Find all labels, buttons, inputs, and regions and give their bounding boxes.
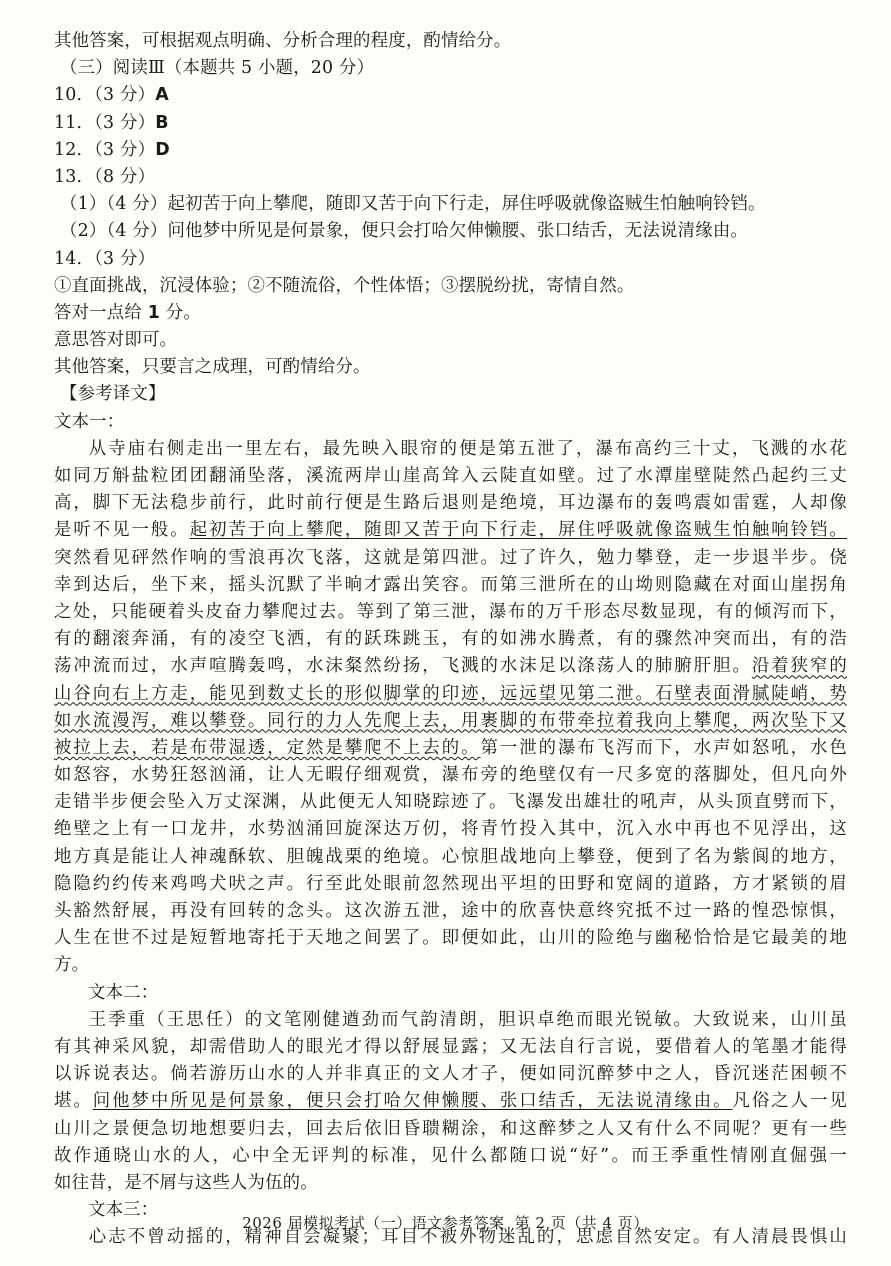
- answer-letter: D: [155, 139, 170, 160]
- answer-13: 13．（8 分）: [54, 166, 156, 187]
- paragraph-line: 之处，只能硬着头皮奋力攀爬过去。等到了第三泄，瀑布的万千形态尽数显现，有的倾泻而下，: [54, 601, 847, 622]
- question-number: 11．（3 分）: [54, 112, 156, 133]
- paragraph-line: 王季重（王思任）的文笔刚健遒劲而气韵清朗，胆识卓绝而眼光锐敏。大致说来，山川虽: [88, 1009, 847, 1030]
- answer-13-2: （2）（4 分）问他梦中所见是何景象，便只会打哈欠伸懒腰、张口结舌，无法说清缘由。: [60, 221, 749, 242]
- paragraph-line: 走错半步便会坠入万丈深渊，从此便无人知晓踪迹了。飞瀑发出雄壮的吼声，从头顶直劈而下，: [54, 792, 847, 813]
- reference-translation-heading: 【参考译文】: [60, 384, 166, 405]
- text-line: 其他答案，可根据观点明确、分析合理的程度，酌情给分。: [54, 31, 512, 51]
- answer-14-points: ①直面挑战，沉浸体验；②不随流俗，个性体悟；③摆脱纷扰，寄情自然。: [54, 275, 635, 296]
- page-number: 第 2 页（共 4 页）: [514, 1214, 649, 1232]
- paragraph-line: 从寺庙右侧走出一里左右，最先映入眼帘的便是第五泄了，瀑布高约三十丈，飞溅的水花: [88, 438, 847, 459]
- text-one-heading: 文本一：: [54, 411, 125, 432]
- answer-10: [54, 82, 847, 109]
- paragraph-line: [54, 735, 847, 762]
- paragraph-line: [54, 653, 847, 680]
- wavy-underlined-line: 山谷向右上方走，能见到数丈长的形似脚掌的印迹，远远望见第二泄。石壁表面滑腻陡峭，势: [54, 683, 847, 704]
- scoring-note: [54, 300, 847, 327]
- paragraph-line: 方。: [54, 955, 90, 976]
- paragraph-line: 绝壁之上有一口龙井，水势汹涌回旋深达万仞，将青竹投入其中，沉入水中再也不见浮出，这: [54, 819, 847, 840]
- text-span: 荡冲流而过，水声喧腾轰鸣，水沫粲然纷扬，飞溅的水沫足以涤荡人的肺腑肝胆。: [54, 656, 752, 677]
- answer-11: [54, 110, 847, 137]
- paragraph-line: 山川之景便急切地想要归去，回去后依旧昏聩糊涂，和这醉梦之人又有什么不同呢？更有一些: [54, 1118, 847, 1139]
- paragraph-line: 幸到达后，坐下来，摇头沉默了半晌才露出笑容。而第三泄所在的山坳则隐藏在对面山崖拐角: [54, 574, 847, 595]
- paragraph-line: [54, 517, 847, 544]
- paragraph-line: 人生在世不过是短暂地寄托于天地之间罢了。即便如此，山川的险绝与幽秘恰恰是它最美的地: [54, 928, 847, 949]
- section-heading: （三）阅读Ⅲ（本题共 5 小题，20 分）: [60, 58, 375, 79]
- text-span: 是听不见一般。: [54, 520, 190, 541]
- scoring-note: 其他答案，只要言之成理，可酌情给分。: [54, 357, 371, 378]
- answer-letter: A: [155, 85, 169, 106]
- wavy-underlined-line: 如水流漫泻，难以攀登。同行的力人先爬上去，用裹脚的布带牵拉着我向上攀爬，两次坠下又: [54, 710, 847, 731]
- exam-title: 2026 届模拟考试（一）语文参考答案: [242, 1214, 505, 1232]
- paragraph-line: 故作通晓山水的人，心中全无评判的标准，见什么都随口说“好”。而王季重性情刚直倔强一: [54, 1145, 847, 1166]
- question-number: 12．（3 分）: [54, 139, 156, 160]
- text-span: 凡俗之人一见: [732, 1091, 847, 1112]
- paragraph-line: 隐隐约约传来鸡鸣犬吠之声。行至此处眼前忽然现出平坦的田野和宽阔的道路，方才紧锁的眉: [54, 873, 847, 894]
- question-number: 10．（3 分）: [54, 85, 156, 106]
- text-span: 第一泄的瀑布飞泻而下，水声如怒吼，水色: [480, 737, 847, 758]
- scoring-note: 意思答对即可。: [54, 330, 178, 351]
- answer-13-1: （1）（4 分）起初苦于向上攀爬，随即又苦于向下行走，屏住呼吸就像盗贼生怕触响铃铛。: [60, 194, 766, 215]
- paragraph-line: 高，脚下无法稳步前行，此时前行便是生路后退则是绝境，耳边瀑布的轰鸣震如雷霆，人却像: [54, 493, 847, 514]
- paragraph-line: 如怒容，水势狂怒汹涌，让人无暇仔细观赏，瀑布旁的绝壁仅有一尺多宽的落脚处，但凡向外: [54, 765, 847, 786]
- text-three-heading: 文本三：: [88, 1200, 159, 1221]
- paragraph-line: 以诉说表达。倘若游历山水的人并非真正的文人才子，便如同沉醉梦中之人，昏沉迷茫困顿不: [54, 1064, 847, 1085]
- text-span: 答对一点给: [54, 302, 148, 323]
- paragraph-line: 心志不曾动摇的，精神自会凝聚；耳目不被外物迷乱的，思虑自然安定。有人清晨畏惧山: [88, 1227, 847, 1248]
- text-span: 堪。: [54, 1091, 93, 1112]
- paragraph-line: 有其神采风貌，却需借助人的眼光才得以舒展显露；又无法自行言说，要借着人的笔墨才能得: [54, 1036, 847, 1057]
- answer-14: 14．（3 分）: [54, 248, 156, 269]
- underlined-text: 问他梦中所见是何景象，便只会打哈欠伸懒腰、张口结舌，无法说清缘由。: [92, 1091, 733, 1112]
- page-footer: [0, 1212, 891, 1233]
- underlined-text: 起初苦于向上攀爬，随即又苦于向下行走，屏住呼吸就像盗贼生怕触响铃铛。: [189, 520, 847, 541]
- paragraph-line: 头豁然舒展，再没有回转的念头。这次游五泄，途中的欣喜快意终究抵不过一路的惶恐惊惧，: [54, 901, 847, 921]
- score-value: 1: [147, 302, 160, 323]
- paragraph-line: 突然看见砰然作响的雪浪再次飞落，这就是第四泄。过了许久，勉力攀登，走一步退半步。侥: [54, 547, 847, 568]
- paragraph-line: [54, 1088, 847, 1115]
- paragraph-line: 地方真是能让人神魂酥软、胆魄战栗的绝境。心惊胆战地向上攀登，便到了名为紫阆的地方，: [54, 846, 847, 867]
- text-span: 分。: [160, 302, 201, 323]
- wavy-underlined-text: 被拉上去，若是布带湿透，定然是攀爬不上去的。: [54, 737, 481, 758]
- text-two-heading: 文本二：: [88, 982, 159, 1003]
- paragraph-line: 如同万斛盐粒团团翻涌坠落，溪流两岸山崖高耸入云陡直如壁。过了水潭崖壁陡然凸起约三丈: [54, 466, 847, 486]
- paragraph-line: 如往昔，是不屑与这些人为伍的。: [54, 1172, 318, 1193]
- answer-12: [54, 137, 847, 164]
- paragraph-line: 有的翻滚奔涌，有的凌空飞洒，有的跃珠跳玉，有的如沸水腾煮，有的骤然冲突而出，有的浩: [54, 629, 847, 650]
- wavy-underlined-text: 沿着狭窄的: [751, 656, 847, 677]
- answer-letter: B: [155, 112, 169, 133]
